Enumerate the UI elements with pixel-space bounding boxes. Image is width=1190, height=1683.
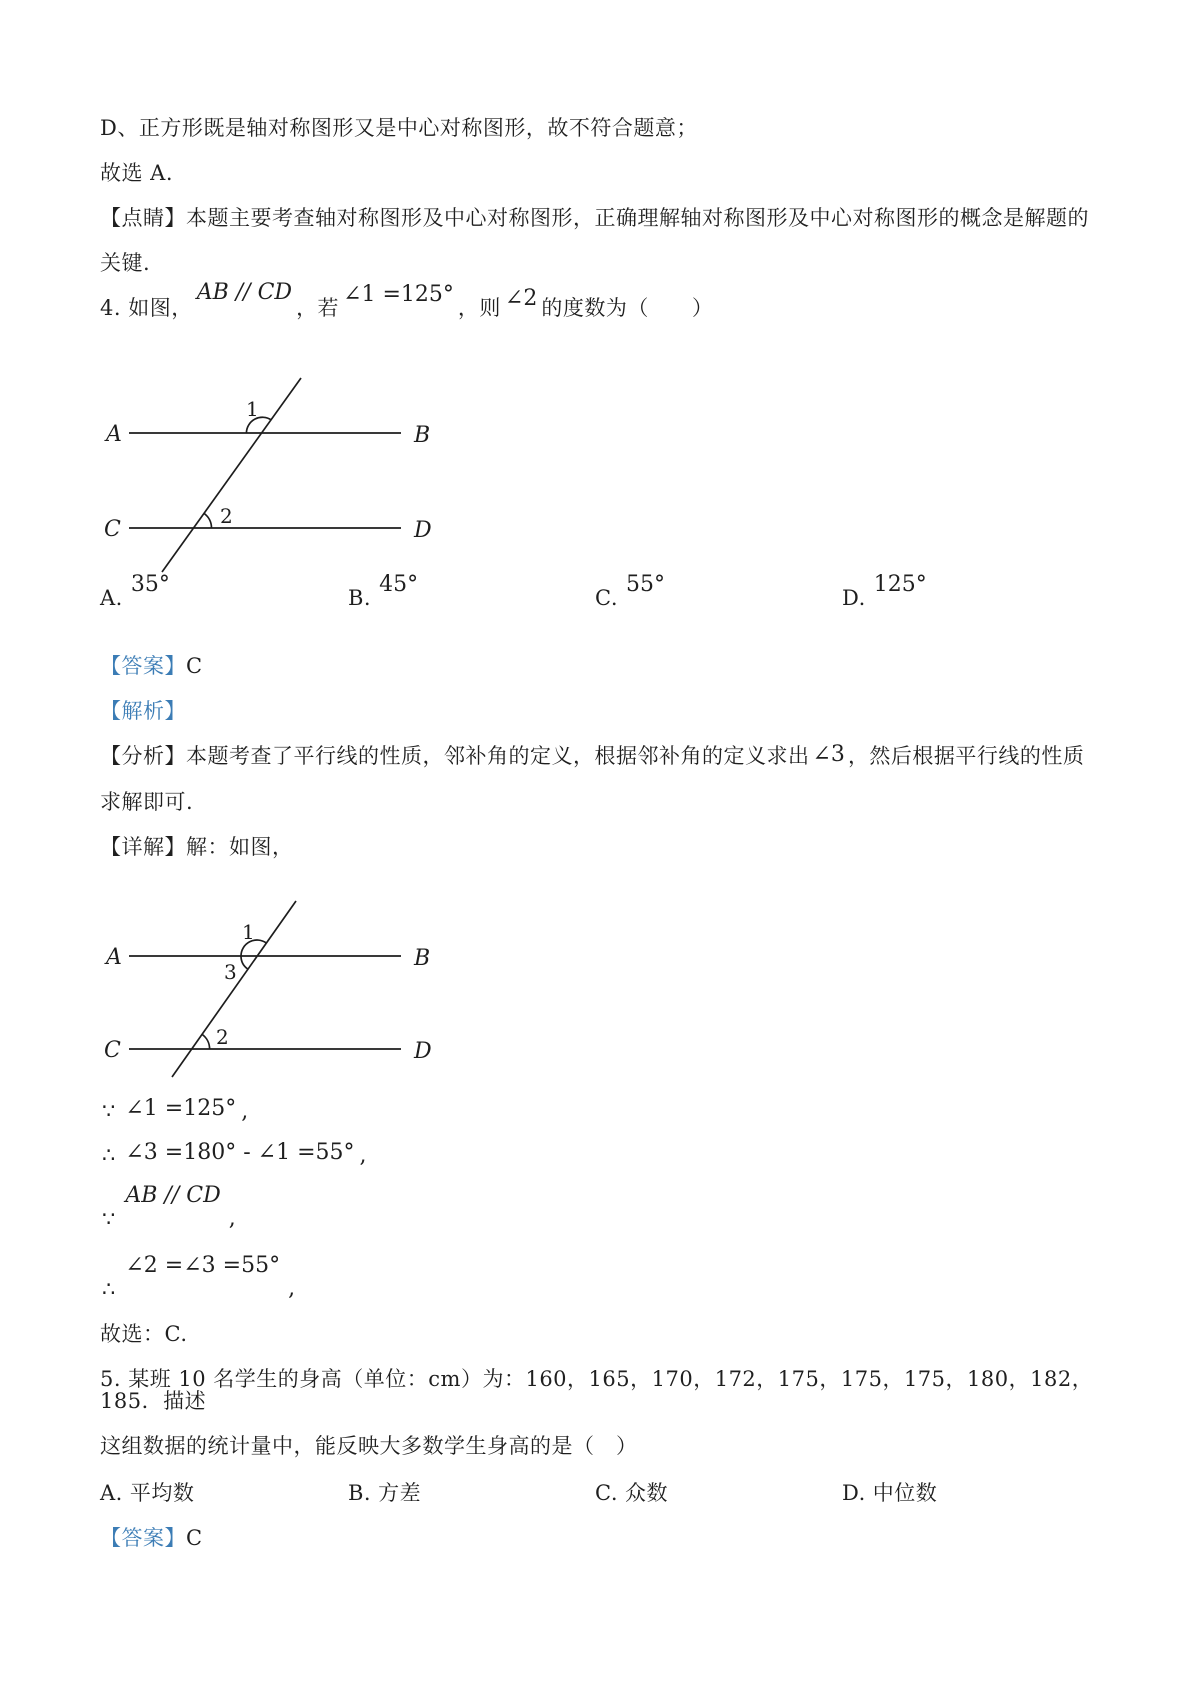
step-2-formula: ∠3 =180° - ∠1 =55° (125, 1140, 355, 1165)
q4-stem-sep1: ，若 (296, 296, 340, 320)
q5-option-b-value: 方差 (378, 1481, 422, 1505)
proof-step-1 (102, 1096, 1098, 1127)
because-symbol: ∵ (102, 1099, 116, 1123)
geometry-diagram-2 (96, 881, 441, 1086)
point-label-B: B (414, 946, 431, 971)
q4-option-d-value: 125° (873, 572, 927, 597)
q5-option-d (842, 1481, 1098, 1505)
q4-fenxi-line2: 求解即可. (100, 790, 194, 814)
step-4-comma: , (288, 1276, 296, 1301)
point-label-D: D (414, 518, 432, 543)
q4-fenxi-suffix: ，然后根据平行线的性质 (847, 744, 1085, 768)
q4-option-b-value: 45° (379, 572, 419, 597)
q4-options-row (100, 572, 1098, 611)
q4-option-d (842, 572, 1098, 611)
q4-option-d-label: D. (842, 586, 866, 610)
q4-stem-sep2: ，则 (457, 296, 501, 320)
q5-option-d-value: 中位数 (872, 1481, 938, 1505)
q4-math-angle2: ∠2 (504, 286, 538, 311)
q4-option-c (595, 572, 842, 611)
q4-option-a-value: 35° (130, 572, 170, 597)
q5-answer-tag: 【答案】 (100, 1526, 186, 1550)
option-d-analysis-text: D、正方形既是轴对称图形又是中心对称图形，故不符合题意； (100, 116, 698, 140)
q5-answer-line (100, 1527, 1098, 1549)
q5-options-row (100, 1481, 1098, 1505)
step-3-comma: , (228, 1206, 236, 1231)
angle-1-label: 1 (242, 920, 255, 944)
q4-jiexi-line (100, 700, 1098, 722)
point-label-A: A (106, 422, 122, 447)
point-label-A: A (106, 945, 122, 970)
q4-fenxi-prefix: 【分析】本题考查了平行线的性质，邻补角的定义，根据邻补角的定义求出 (100, 744, 810, 768)
angle-3-label: 3 (224, 960, 237, 984)
q5-option-c (595, 1481, 842, 1505)
angle-1-label: 1 (246, 397, 259, 421)
q4-option-c-label: C. (595, 586, 618, 610)
q4-jiexi-tag: 【解析】 (100, 699, 186, 723)
step-2-comma: , (359, 1143, 367, 1168)
therefore-symbol: ∴ (102, 1143, 116, 1167)
proof-step-2 (102, 1140, 1098, 1171)
q5-option-c-label: C. (595, 1481, 618, 1505)
q4-proof-steps (100, 1096, 1098, 1301)
q3-conclusion-text: 故选 A. (100, 161, 174, 185)
proof-step-3 (102, 1175, 1098, 1231)
q5-option-a-value: 平均数 (129, 1481, 195, 1505)
angle-2-label: 2 (216, 1025, 229, 1049)
q5-option-d-label: D. (842, 1481, 866, 1505)
q4-fenxi-math-angle3: ∠3 (812, 742, 845, 767)
transversal-line (162, 378, 301, 572)
step-4-formula: ∠2 =∠3 =55° (125, 1253, 281, 1278)
q5-option-a (100, 1481, 348, 1505)
q4-option-c-value: 55° (626, 572, 665, 597)
point-label-B: B (414, 423, 431, 448)
angle-2-arc (204, 513, 211, 528)
point-label-D: D (414, 1039, 432, 1064)
q4-xiangjie-line: 【详解】解：如图， (100, 835, 294, 859)
step-3-formula: AB // CD (125, 1183, 221, 1208)
therefore-symbol: ∴ (102, 1277, 116, 1301)
q4-answer-value: C (186, 654, 203, 678)
q4-math-angle1: ∠1 =125° (343, 282, 454, 307)
q5-option-c-value: 众数 (625, 1481, 668, 1505)
q4-stem-suffix: 的度数为（ ） (541, 296, 714, 320)
q4-math-parallel: AB // CD (196, 280, 293, 305)
q4-fenxi-line1 (100, 742, 1098, 768)
transversal-line (172, 901, 296, 1077)
angle-2-arc (202, 1034, 210, 1049)
q5-option-b-label: B. (348, 1481, 372, 1505)
question-5-line1: 5. 某班 10 名学生的身高（单位：cm）为：160，165，170，172，175，175，175，180，182，185．描述 (100, 1367, 1094, 1413)
q4-answer-line (100, 655, 1098, 677)
q4-option-b-label: B. (348, 586, 372, 610)
q4-option-a (100, 572, 348, 611)
q5-option-b (348, 1481, 595, 1505)
step-1-formula: ∠1 =125° (125, 1096, 237, 1121)
question-5-line2: 这组数据的统计量中，能反映大多数学生身高的是（ ） (100, 1434, 638, 1458)
question-4-stem (100, 280, 1098, 320)
because-symbol: ∵ (102, 1207, 116, 1231)
point-label-C: C (104, 517, 121, 542)
point-label-C: C (104, 1038, 121, 1063)
q4-option-b (348, 572, 595, 611)
step-1-comma: , (241, 1099, 249, 1124)
dianjing-note-line2: 关键. (100, 251, 151, 275)
q4-option-a-label: A. (100, 586, 123, 610)
q5-option-a-label: A. (100, 1481, 123, 1505)
geometry-diagram-1 (96, 348, 441, 578)
q5-answer-value: C (186, 1526, 203, 1550)
q4-conclusion: 故选：C. (100, 1322, 188, 1346)
angle-3-arc (241, 956, 248, 969)
dianjing-note-line1: 【点睛】本题主要考查轴对称图形及中心对称图形，正确理解轴对称图形及中心对称图形的概念是解题的 (100, 206, 1089, 230)
q4-answer-tag: 【答案】 (100, 654, 186, 678)
q4-stem-prefix: 4. 如图， (100, 296, 193, 320)
angle-2-label: 2 (220, 504, 233, 528)
proof-step-4 (102, 1245, 1098, 1301)
